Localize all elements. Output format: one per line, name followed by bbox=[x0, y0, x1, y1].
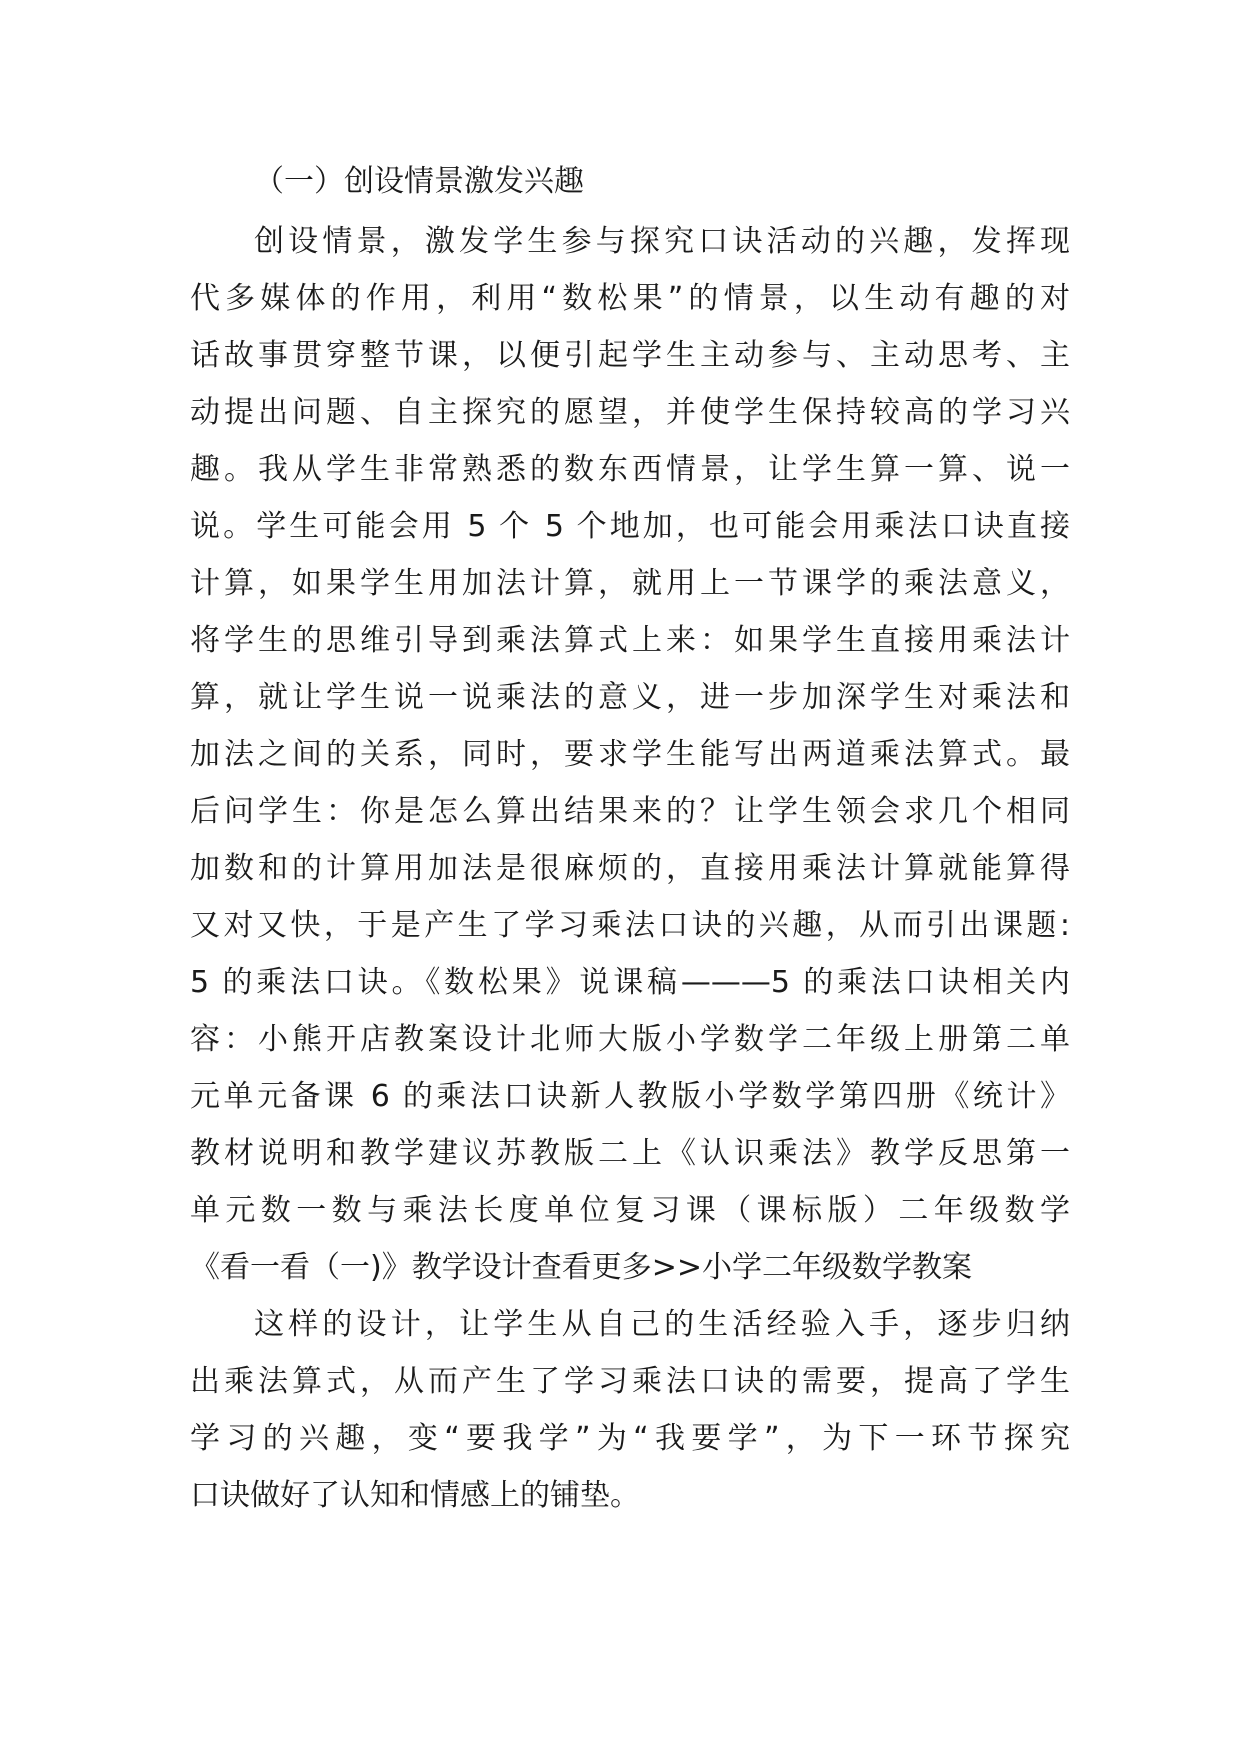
paragraph-line: 加数和的计算用加法是很麻烦的，直接用乘法计算就能算得 bbox=[190, 851, 1070, 886]
paragraph-line: 元单元备课 6 的乘法口诀新人教版小学数学第四册《统计》 bbox=[190, 1079, 1070, 1114]
paragraph-line: 趣。我从学生非常熟悉的数东西情景，让学生算一算、说一 bbox=[190, 452, 1070, 487]
paragraph-line: 容：小熊开店教案设计北师大版小学数学二年级上册第二单 bbox=[190, 1022, 1070, 1057]
section-heading: （一）创设情景激发兴趣 bbox=[254, 164, 584, 199]
paragraph-line: 加法之间的关系，同时，要求学生能写出两道乘法算式。最 bbox=[190, 737, 1070, 772]
paragraph-line: 代多媒体的作用，利用“数松果”的情景，以生动有趣的对 bbox=[190, 281, 1070, 316]
paragraph-line: 学习的兴趣，变“要我学”为“我要学”，为下一环节探究 bbox=[190, 1421, 1070, 1456]
paragraph-line: 计算，如果学生用加法计算，就用上一节课学的乘法意义， bbox=[190, 566, 1070, 601]
paragraph-line: 这样的设计，让学生从自己的生活经验入手，逐步归纳 bbox=[254, 1307, 1070, 1342]
paragraph-line: 话故事贯穿整节课，以便引起学生主动参与、主动思考、主 bbox=[190, 338, 1070, 373]
paragraph-line: 将学生的思维引导到乘法算式上来：如果学生直接用乘法计 bbox=[190, 623, 1070, 658]
paragraph-line: 单元数一数与乘法长度单位复习课（课标版）二年级数学 bbox=[190, 1193, 1070, 1228]
paragraph-line: 出乘法算式，从而产生了学习乘法口诀的需要，提高了学生 bbox=[190, 1364, 1070, 1399]
paragraph-line: 又对又快，于是产生了学习乘法口诀的兴趣，从而引出课题: bbox=[190, 908, 1070, 943]
paragraph-line: 5 的乘法口诀。《数松果》说课稿———5 的乘法口诀相关内 bbox=[190, 965, 1070, 1000]
paragraph-line: 《看一看（一)》教学设计查看更多>>小学二年级数学教案 bbox=[190, 1250, 972, 1285]
paragraph-line: 后问学生：你是怎么算出结果来的？让学生领会求几个相同 bbox=[190, 794, 1070, 829]
paragraph-line: 创设情景，激发学生参与探究口诀活动的兴趣，发挥现 bbox=[254, 224, 1070, 259]
paragraph-line: 口诀做好了认知和情感上的铺垫。 bbox=[190, 1478, 640, 1513]
paragraph-line: 说。学生可能会用 5 个 5 个地加，也可能会用乘法口诀直接 bbox=[190, 509, 1070, 544]
paragraph-line: 动提出问题、自主探究的愿望，并使学生保持较高的学习兴 bbox=[190, 395, 1070, 430]
paragraph-line: 教材说明和教学建议苏教版二上《认识乘法》教学反思第一 bbox=[190, 1136, 1070, 1171]
paragraph-line: 算，就让学生说一说乘法的意义，进一步加深学生对乘法和 bbox=[190, 680, 1070, 715]
